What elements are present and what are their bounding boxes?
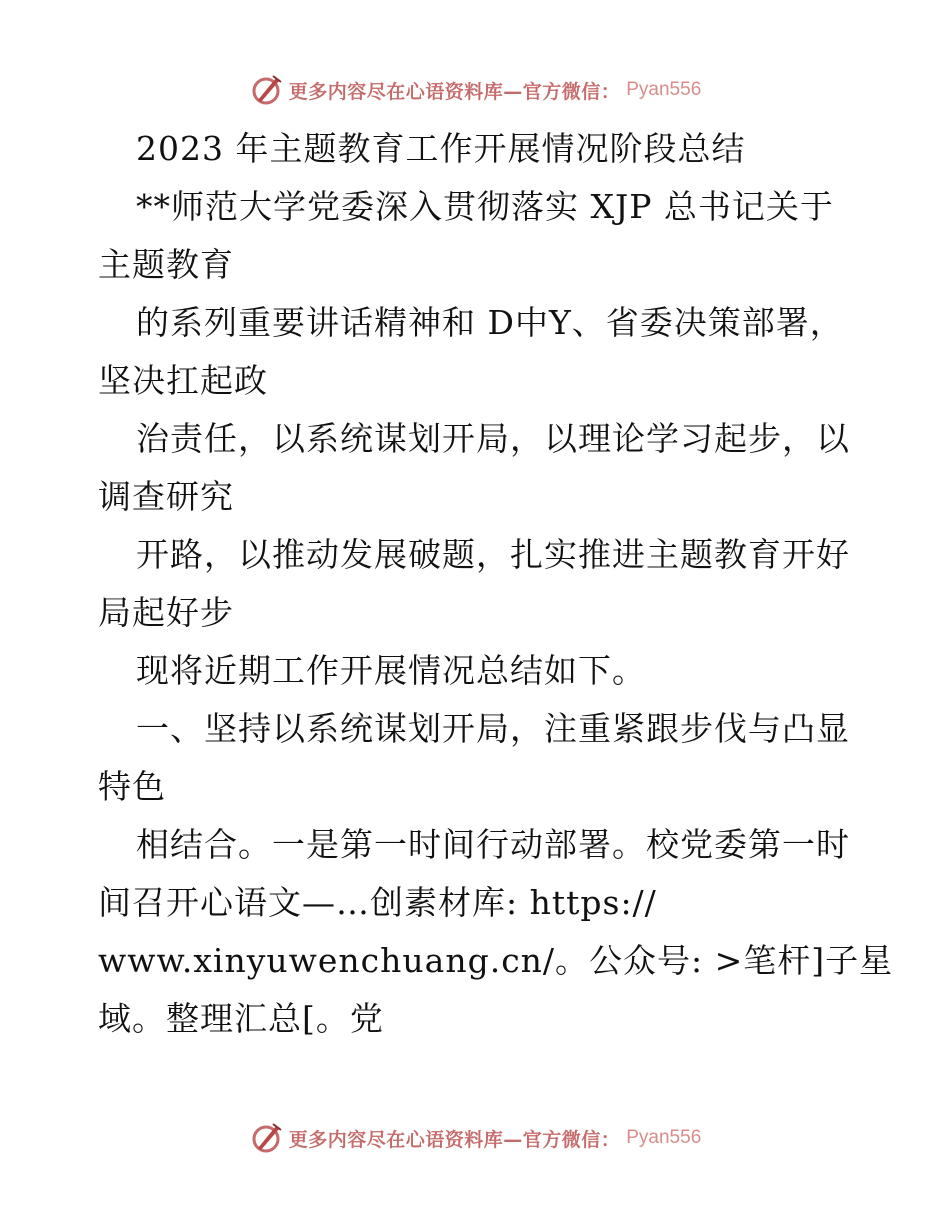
header-watermark	[0, 70, 950, 110]
doc-line: 2023 年主题教育工作开展情况阶段总结	[136, 129, 746, 168]
footer-watermark	[0, 1118, 950, 1158]
doc-line: 特色	[98, 767, 166, 806]
doc-line: 间召开心语文—…创素材库: https://	[98, 883, 657, 922]
quill-pen-circle-icon	[249, 1120, 285, 1156]
doc-line: 坚决扛起政	[98, 361, 268, 400]
watermark-wechat-id: Pyan556	[626, 79, 702, 100]
doc-line: 现将近期工作开展情况总结如下。	[136, 651, 646, 690]
doc-line: www.xinyuwenchuang.cn/。公众号: >笔杆]子星	[98, 941, 894, 980]
watermark-text: 更多内容尽在心语资料库—官方微信：	[288, 80, 621, 103]
doc-line: 治责任，以系统谋划开局，以理论学习起步，以	[136, 419, 850, 458]
doc-line: 局起好步	[98, 593, 234, 632]
document-body	[98, 120, 894, 1048]
doc-line: 一、坚持以系统谋划开局，注重紧跟步伐与凸显	[136, 709, 850, 748]
doc-line: 开路，以推动发展破题，扎实推进主题教育开好	[136, 535, 850, 574]
doc-line: 调查研究	[98, 477, 234, 516]
quill-pen-circle-icon	[249, 72, 285, 108]
doc-line: 相结合。一是第一时间行动部署。校党委第一时	[136, 825, 850, 864]
doc-line: 域。整理汇总[。党	[98, 999, 384, 1038]
doc-line: 的系列重要讲话精神和 D中Y、省委决策部署，	[136, 303, 844, 342]
watermark-text: 更多内容尽在心语资料库—官方微信：	[288, 1128, 621, 1151]
watermark-wechat-id: Pyan556	[626, 1127, 702, 1148]
doc-line: 主题教育	[98, 245, 234, 284]
doc-line: **师范大学党委深入贯彻落实 XJP 总书记关于	[136, 187, 834, 226]
